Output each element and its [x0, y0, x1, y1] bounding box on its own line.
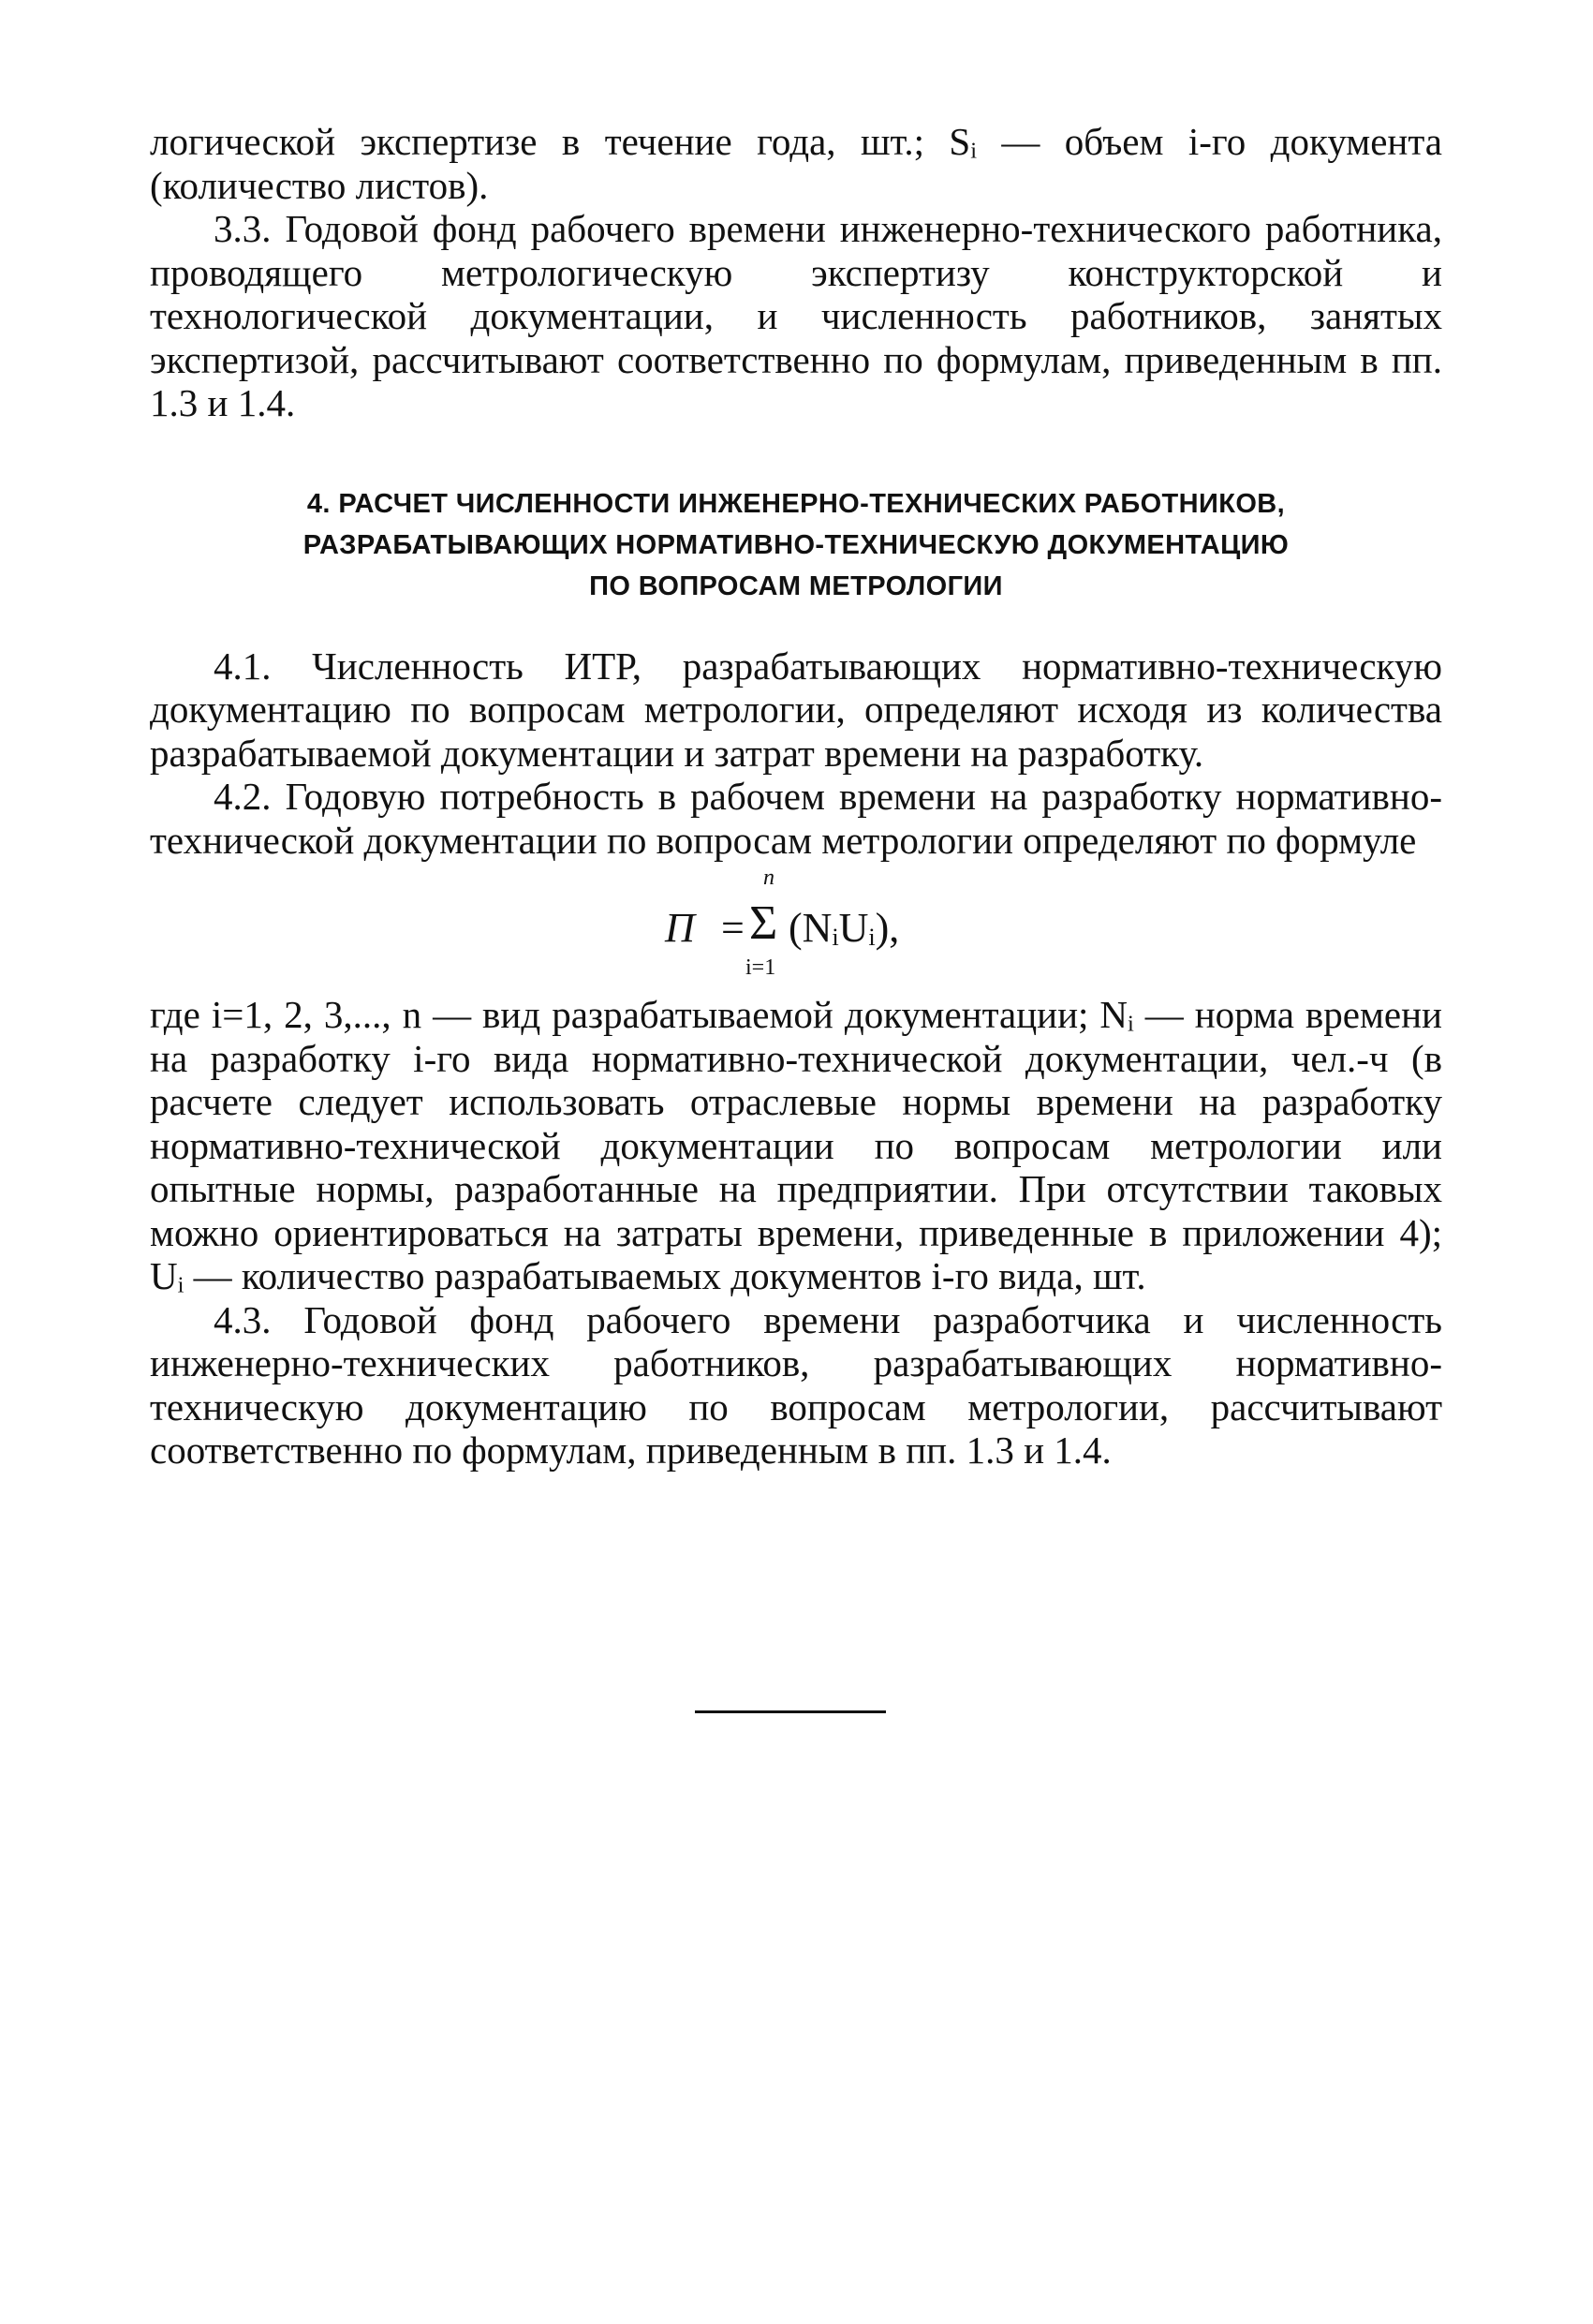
formula-equals: =	[721, 905, 745, 951]
formula-sum-sign: Σ	[749, 896, 778, 950]
paragraph-continuation: логической экспертизе в течение года, шт.; Sᵢ — объем i-го документа (количество листов).	[150, 120, 1442, 207]
document-page	[150, 120, 1442, 1473]
formula-annual-time	[150, 866, 1442, 993]
section-4-heading-line-1: 4. РАСЧЕТ ЧИСЛЕННОСТИ ИНЖЕНЕРНО-ТЕХНИЧЕСКИХ РАБОТНИКОВ,	[306, 488, 1286, 519]
section-4-heading	[150, 483, 1442, 607]
formula-lhs: П	[665, 905, 695, 951]
paragraph-3-3: 3.3. Годовой фонд рабочего времени инженерно-технического работника, проводящего метрологическую экспертизу конструкторской и технологической документации, и численность работников, занятых экспертизой, рассчитывают соответственно по формулам, приведенным в пп. 1.3 и 1.4.	[150, 207, 1442, 424]
formula-sum-upper-limit: n	[763, 866, 774, 890]
end-divider-line	[695, 1710, 886, 1713]
paragraph-4-2: 4.2. Годовую потребность в рабочем времени на разработку нормативно-технической документации по вопросам метрологии определяют по формуле	[150, 775, 1442, 862]
formula-rhs: (NᵢUᵢ),	[789, 905, 900, 951]
paragraph-4-3: 4.3. Годовой фонд рабочего времени разработчика и численность инженерно-технических работников, разрабатывающих нормативно-техническую документацию по вопросам метрологии, рассчитывают соответственно по формулам, приведенным в пп. 1.3 и 1.4.	[150, 1297, 1442, 1472]
section-4-heading-line-3: ПО ВОПРОСАМ МЕТРОЛОГИИ	[589, 570, 1003, 601]
paragraph-where-definitions: где i=1, 2, 3,..., n — вид разрабатываемой документации; Nᵢ — норма времени на разработку i-го вида нормативно-технической документации, чел.-ч (в расчете следует использовать отраслевые нормы времени на разработку нормативно-технической документации по вопросам метрологии или опытные нормы, разработанные на предприятии. При отсутствии таковых можно ориентироваться на затраты времени, приведенные в приложении 4); Uᵢ — количество разрабатываемых документов i-го вида, шт.	[150, 993, 1442, 1297]
section-4-heading-line-2: РАЗРАБАТЫВАЮЩИХ НОРМАТИВНО-ТЕХНИЧЕСКУЮ ДОКУМЕНТАЦИЮ	[302, 529, 1290, 560]
paragraph-4-1: 4.1. Численность ИТР, разрабатывающих нормативно-техническую документацию по вопросам метрологии, определяют исходя из количества разрабатываемой документации и затрат времени на разработку.	[150, 644, 1442, 775]
formula-sum-lower-limit: i=1	[745, 955, 776, 980]
